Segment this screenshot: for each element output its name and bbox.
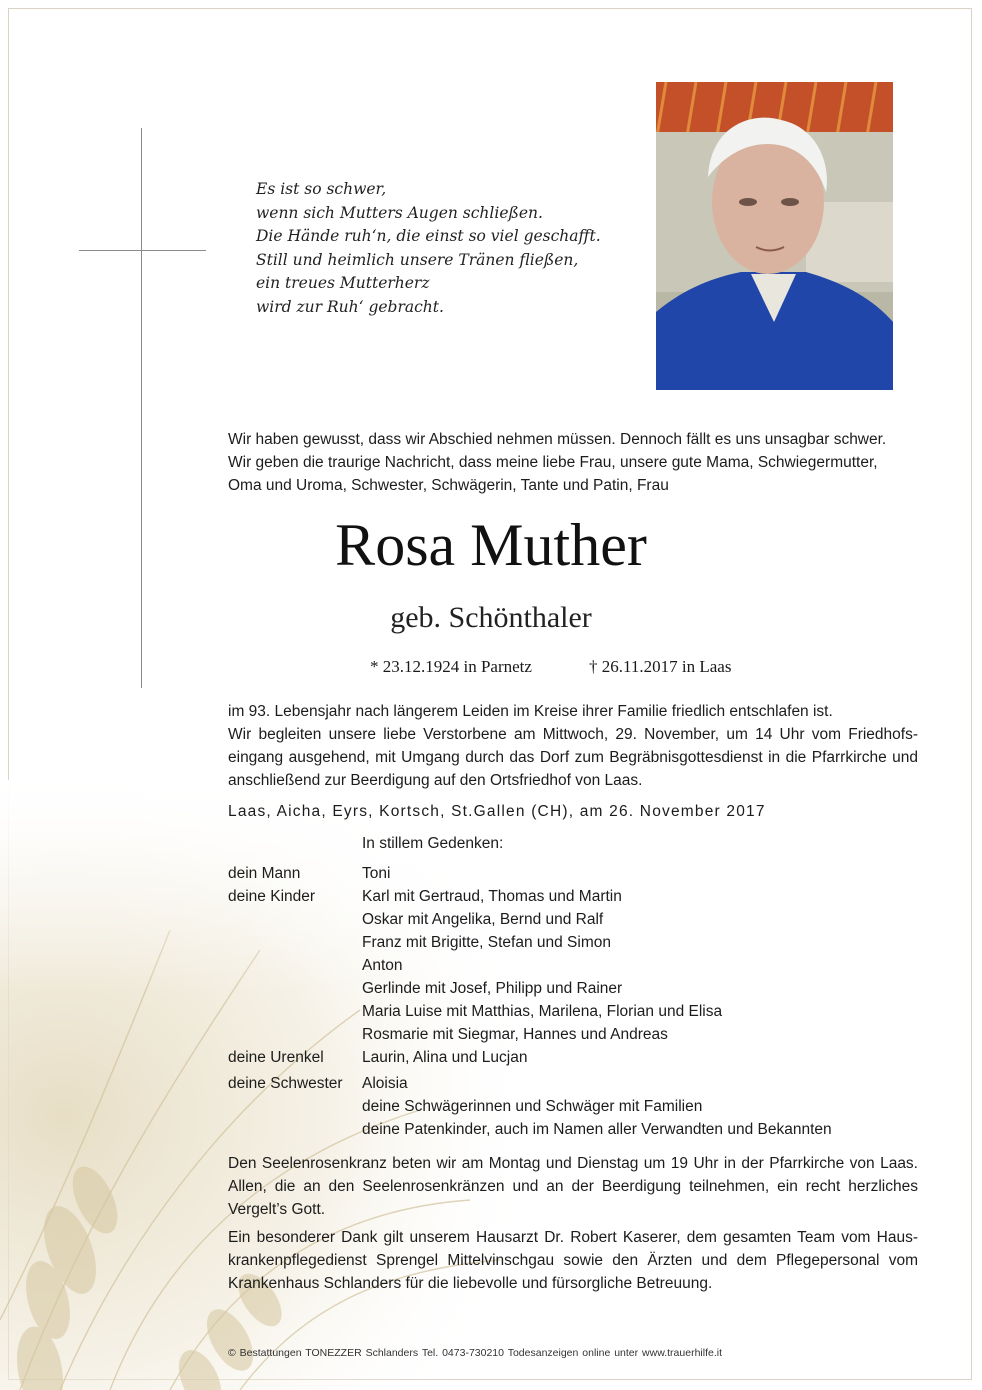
mourner-name: deine Patenkinder, auch im Namen aller Verwandten und Bekannten	[362, 1121, 832, 1138]
mourner-relation: deine Urenkel	[228, 1049, 324, 1066]
mourner-name: Karl mit Gertraud, Thomas und Martin	[362, 888, 622, 905]
mourner-name: Rosmarie mit Siegmar, Hannes und Andreas	[362, 1026, 668, 1043]
outro-paragraph: Den Seelenrosenkranz beten wir am Montag und Dienstag um 19 Uhr in der Pfarrkirche von Laas. Allen, die an den Seelenrosenkränzen und an der Beerdigung teilnehmen, ein recht herzliches Vergelt’s Gott.	[228, 1155, 918, 1218]
poem-line: wird zur Ruh‘ gebracht.	[256, 297, 444, 316]
place-date: Laas, Aicha, Eyrs, Kortsch, St.Gallen (CH), am 26. November 2017	[228, 803, 766, 820]
poem-line: Die Hände ruh‘n, die einst so viel geschafft.	[256, 227, 601, 245]
mourner-name: Maria Luise mit Matthias, Marilena, Florian und Elisa	[362, 1003, 723, 1020]
portrait-photo	[656, 82, 893, 390]
intro-line: Oma und Uroma, Schwester, Schwägerin, Tante und Patin, Frau	[228, 477, 669, 494]
poem-line: ein treues Mutterherz	[256, 274, 430, 292]
intro-text	[228, 428, 908, 497]
mourner-name: Aloisia	[362, 1075, 408, 1092]
cross-icon-bar	[79, 250, 206, 251]
mourners-list	[228, 862, 918, 1141]
mourner-name: Franz mit Brigitte, Stefan und Simon	[362, 934, 611, 951]
mourner-name: Gerlinde mit Josef, Philipp und Rainer	[362, 980, 623, 997]
poem	[256, 178, 601, 319]
maiden-name: geb. Schönthaler	[390, 601, 592, 634]
outro-text	[228, 1152, 918, 1300]
intro-line: Wir haben gewusst, dass wir Abschied nehmen müssen. Dennoch fällt es uns unsagbar schwer.	[228, 431, 887, 448]
mourner-name: Anton	[362, 957, 403, 974]
mourner-group	[228, 1046, 918, 1069]
mourner-group	[228, 1072, 918, 1141]
mourner-relation: deine Kinder	[228, 888, 316, 905]
body-paragraph: im 93. Lebensjahr nach längerem Leiden im Kreise ihrer Familie friedlich entschlafen ist.	[228, 703, 833, 720]
mourner-relation: deine Schwester	[228, 1075, 343, 1092]
poem-line: wenn sich Mutters Augen schließen.	[256, 203, 543, 222]
outro-paragraph: Ein besonderer Dank gilt unserem Hausarzt Dr. Robert Kaserer, dem gesamten Team vom Haus-krankenpflegedienst Sprengel Mittelvinschgau sowie den Ärzten und dem Pflegepersonal vom Krankenhaus Schlanders für die liebevolle und fürsorgliche Betreuung.	[228, 1229, 918, 1292]
body-text	[228, 700, 918, 792]
mourner-group	[228, 862, 918, 885]
poem-line: Es ist so schwer,	[256, 180, 387, 198]
death-date: † 26.11.2017 in Laas	[589, 657, 732, 676]
mourner-name: deine Schwägerinnen und Schwäger mit Familien	[362, 1098, 703, 1115]
birth-date: * 23.12.1924 in Parnetz	[370, 657, 532, 676]
poem-line: Still und heimlich unsere Tränen fließen,	[256, 250, 579, 269]
gedenken-heading: In stillem Gedenken:	[362, 835, 504, 852]
mourner-group	[228, 885, 918, 1046]
footer-credit: © Bestattungen TONEZZER Schlanders Tel. 0473-730210 Todesanzeigen online unter www.trauerhilfe.it	[228, 1347, 722, 1359]
deceased-name: Rosa Muther	[335, 512, 647, 578]
intro-line: Wir geben die traurige Nachricht, dass meine liebe Frau, unsere gute Mama, Schwiegermutter,	[228, 454, 878, 471]
mourner-relation: dein Mann	[228, 865, 301, 882]
mourner-name: Oskar mit Angelika, Bernd und Ralf	[362, 911, 604, 928]
mourner-name: Toni	[362, 865, 391, 882]
body-paragraph: Wir begleiten unsere liebe Verstorbene am Mittwoch, 29. November, um 14 Uhr vom Friedhofs-eingang ausgehend, mit Umgang durch das Dorf zum Begräbnisgottesdienst in die Pfarrkirche und anschließend zur Beerdigung auf den Ortsfriedhof von Laas.	[228, 726, 918, 789]
mourner-name: Laurin, Alina und Lucjan	[362, 1049, 528, 1066]
